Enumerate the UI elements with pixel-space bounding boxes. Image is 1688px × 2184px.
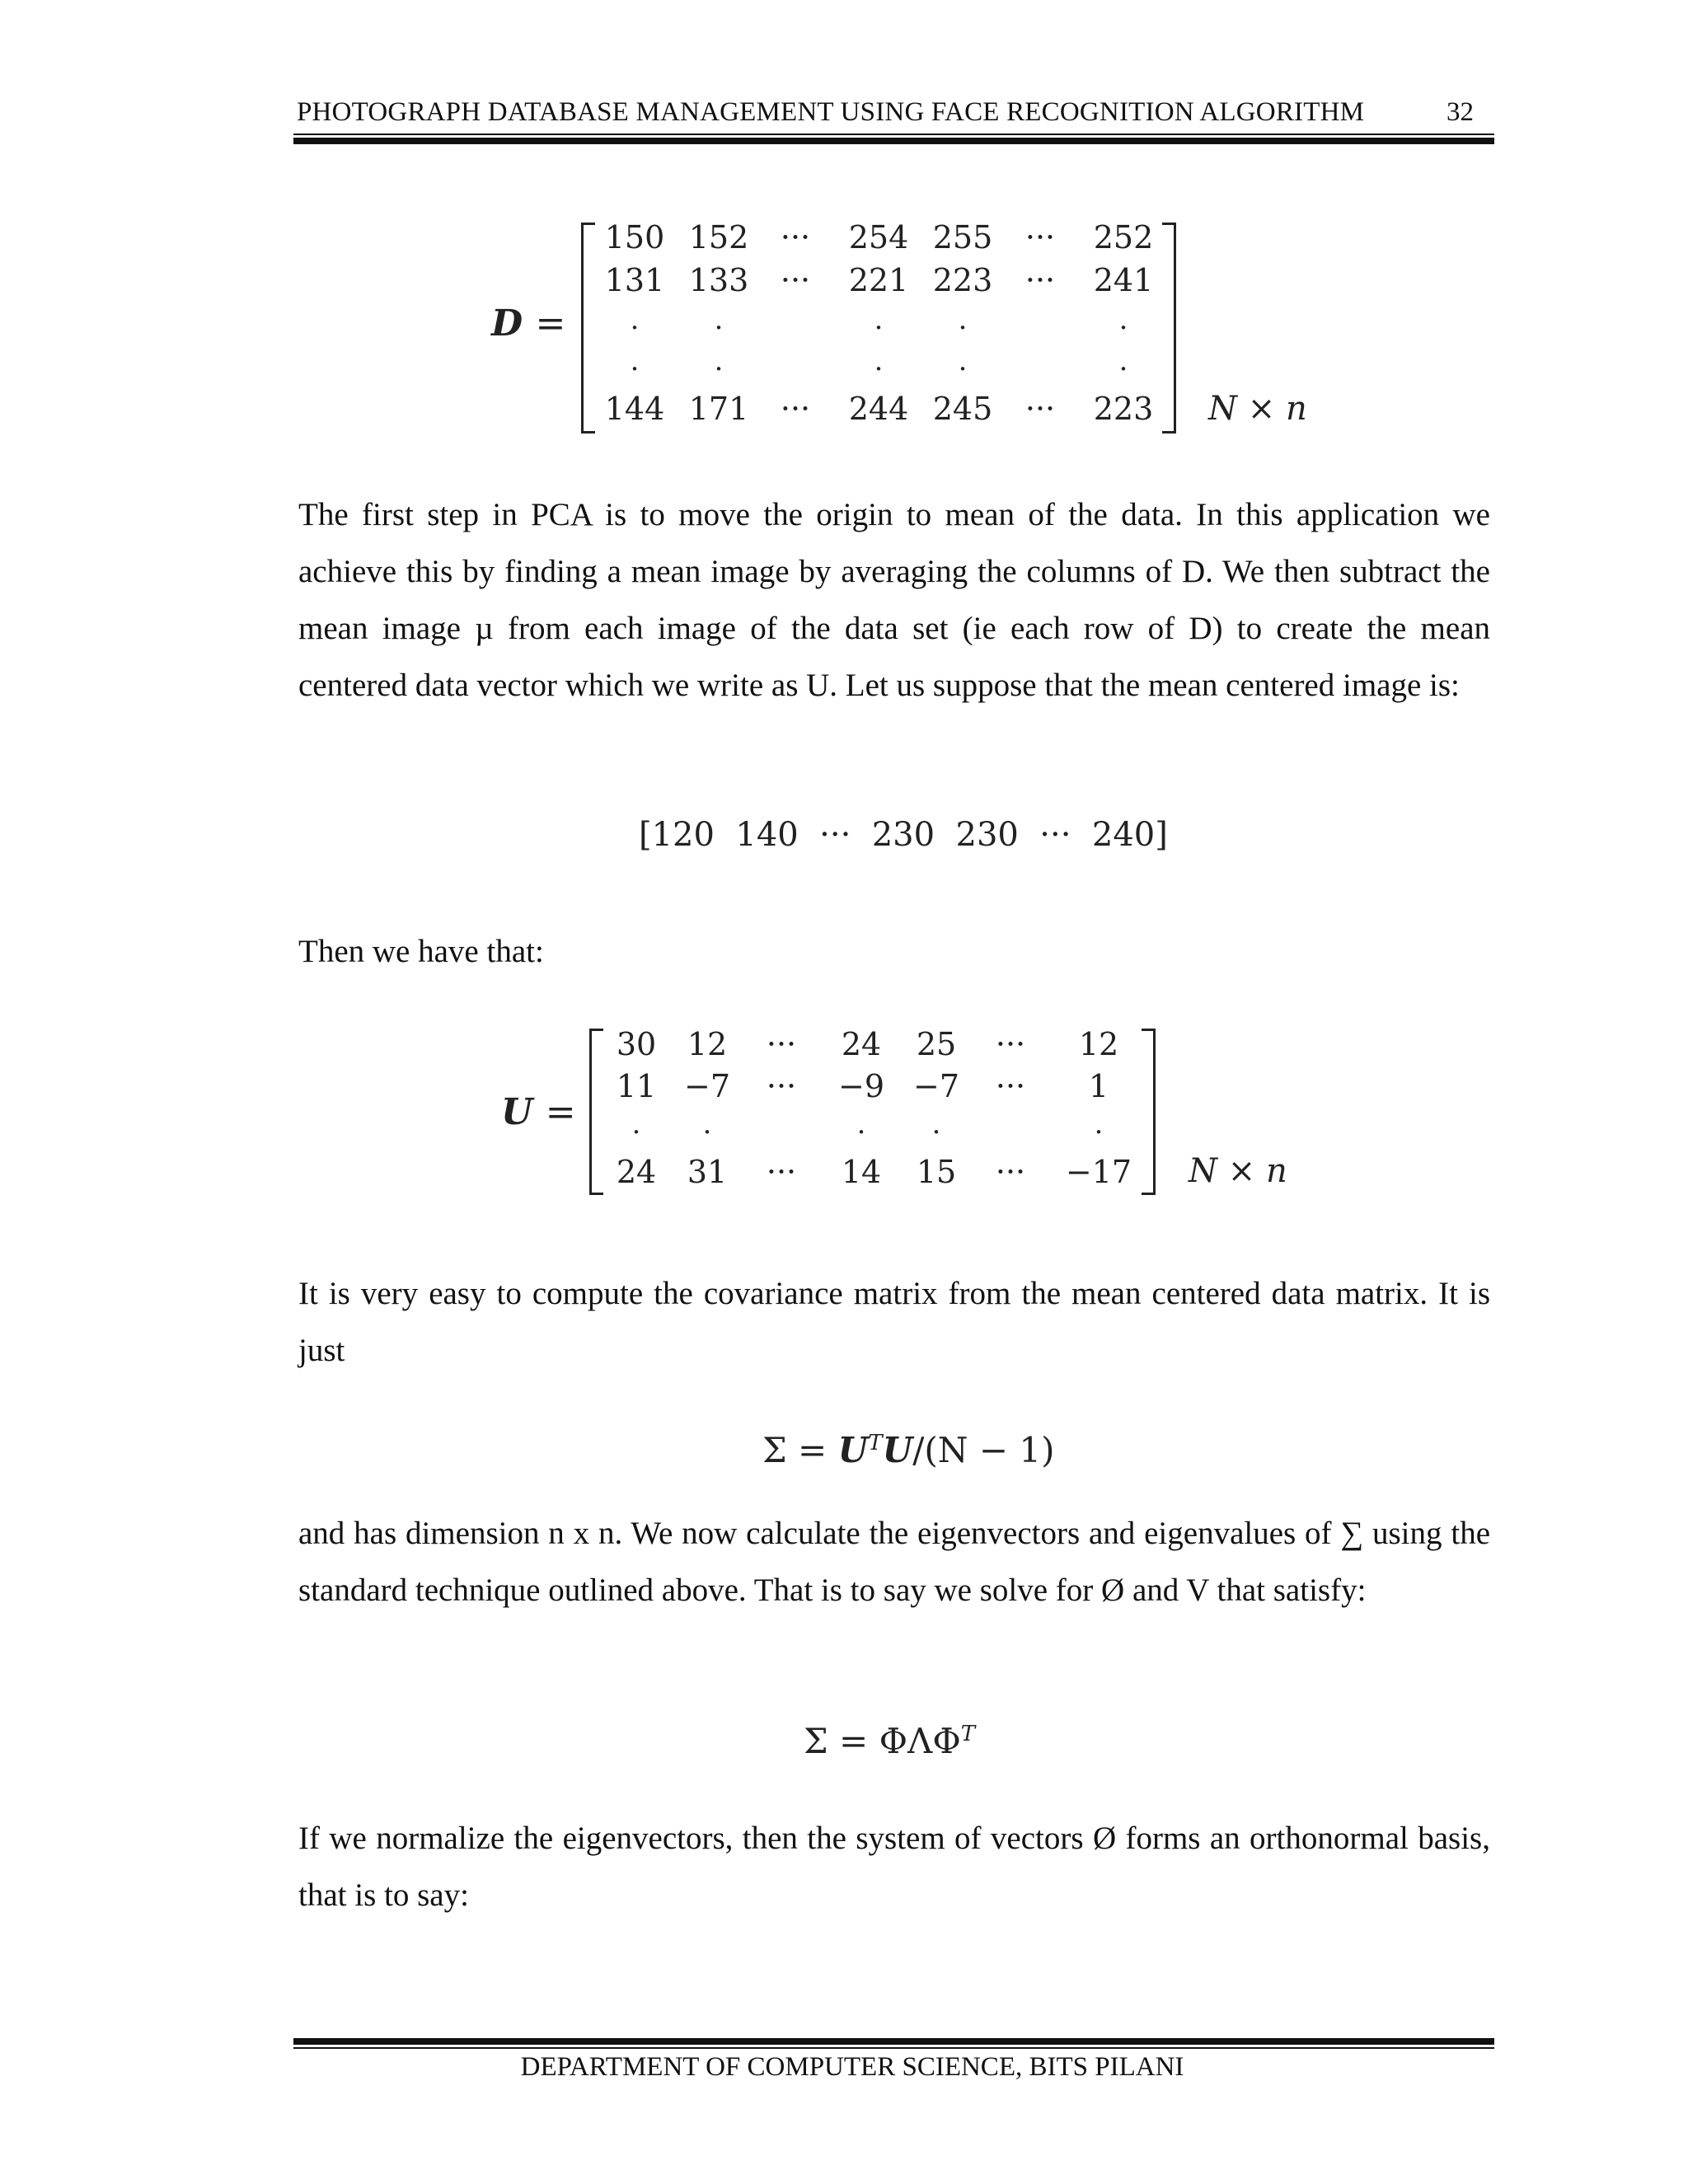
- matrix-d-cell-r0-c1: 152: [688, 219, 749, 255]
- matrix-d-cell-r0-c0: 150: [604, 219, 665, 255]
- paragraph-then: Then we have that:: [298, 934, 544, 969]
- matrix-d-cell-r4-c5: ···: [1025, 391, 1056, 427]
- matrix-u-cell-r2-c3: ·: [856, 1116, 866, 1149]
- matrix-u-cell-r1-c4: −7: [912, 1068, 960, 1104]
- paragraph-covariance: It is very easy to compute the covariance matrix from the mean centered data matrix. It is just: [298, 1276, 1490, 1368]
- matrix-u-cell-r3-c1: 31: [687, 1154, 728, 1190]
- matrix-d-cell-r1-c5: ···: [1025, 262, 1056, 298]
- matrix-d-cell-r0-c6: 252: [1093, 219, 1154, 255]
- matrix-d-cell-r2-c4: ·: [958, 312, 968, 344]
- matrix-d-dimension: N × n: [1208, 390, 1307, 428]
- footer-rule-thick: [293, 2038, 1494, 2045]
- matrix-u-cell-r3-c2: ···: [766, 1154, 797, 1190]
- matrix-d-cell-r2-c1: ·: [714, 312, 724, 344]
- mean-image-vector: [120 140 ··· 230 230 ··· 240]: [639, 816, 1168, 854]
- matrix-d-label: D: [491, 302, 523, 344]
- matrix-d-cell-r3-c6: ·: [1118, 353, 1128, 386]
- matrix-d-cell-r1-c3: 221: [848, 262, 909, 298]
- matrix-u-cell-r1-c6: 1: [1088, 1068, 1109, 1104]
- matrix-u-cell-r3-c3: 14: [841, 1154, 882, 1190]
- matrix-d-cell-r2-c0: ·: [630, 312, 640, 344]
- matrix-d-cell-r3-c1: ·: [714, 353, 724, 386]
- eigen-decomposition-formula: $\Sigma = \Phi\Lambda\Phi^T$: [804, 1721, 976, 1761]
- footer-department: DEPARTMENT OF COMPUTER SCIENCE, BITS PILANI: [520, 2052, 1184, 2082]
- matrix-d-cell-r0-c3: 254: [848, 219, 909, 255]
- matrix-u-cell-r1-c1: −7: [683, 1068, 731, 1104]
- matrix-u-cell-r2-c6: ·: [1094, 1116, 1104, 1149]
- matrix-u-cell-r1-c2: ···: [766, 1068, 797, 1104]
- matrix-d-cell-r4-c6: 223: [1093, 391, 1154, 427]
- matrix-d-cell-r3-c4: ·: [958, 353, 968, 386]
- matrix-d-cell-r4-c2: ···: [780, 391, 811, 427]
- matrix-d-cell-r4-c0: 144: [604, 391, 665, 427]
- matrix-u-cell-r0-c4: 25: [916, 1026, 957, 1062]
- paragraph-eigen: and has dimension n x n. We now calculate the eigenvectors and eigenvalues of ∑ using the standard technique outlined above. That is to say we solve for Ø and V that satisfy:: [298, 1516, 1490, 1608]
- matrix-u-dimension: N × n: [1189, 1152, 1287, 1190]
- paragraph-orthonormal: If we normalize the eigenvectors, then the system of vectors Ø forms an orthonormal basis, that is to say:: [298, 1821, 1490, 1913]
- matrix-d-equals: =: [535, 302, 566, 344]
- matrix-u-cell-r1-c0: 11: [616, 1068, 657, 1104]
- matrix-d-cell-r1-c1: 133: [688, 262, 749, 298]
- matrix-u-cell-r3-c6: −17: [1065, 1154, 1132, 1190]
- matrix-d-cell-r0-c2: ···: [780, 219, 811, 255]
- matrix-d-cell-r0-c4: 255: [932, 219, 993, 255]
- covariance-formula: $\Sigma = U^TU/(N - 1)$: [762, 1430, 1055, 1470]
- matrix-d-cell-r0-c5: ···: [1025, 219, 1056, 255]
- matrix-u-cell-r0-c2: ···: [766, 1026, 797, 1062]
- matrix-d-cell-r2-c3: ·: [874, 312, 884, 344]
- page-number: 32: [1447, 97, 1474, 127]
- matrix-d-cell-r3-c3: ·: [874, 353, 884, 386]
- matrix-d-cell-r3-c0: ·: [630, 353, 640, 386]
- matrix-u-cell-r0-c1: 12: [687, 1026, 728, 1062]
- matrix-u-cell-r0-c3: 24: [841, 1026, 882, 1062]
- matrix-d-cell-r1-c0: 131: [604, 262, 665, 298]
- running-header-title: PHOTOGRAPH DATABASE MANAGEMENT USING FACE RECOGNITION ALGORITHM: [297, 97, 1365, 127]
- matrix-d-cell-r1-c4: 223: [932, 262, 993, 298]
- matrix-u-cell-r1-c5: ···: [995, 1068, 1026, 1104]
- matrix-u-cell-r2-c0: ·: [631, 1116, 641, 1149]
- matrix-u-cell-r3-c4: 15: [916, 1154, 957, 1190]
- matrix-d-cell-r1-c2: ···: [780, 262, 811, 298]
- matrix-d-cell-r4-c1: 171: [688, 391, 749, 427]
- paragraph-pca-intro: The first step in PCA is to move the origin to mean of the data. In this application we achieve this by finding a mean image by averaging the columns of D. We then subtract the mean image µ from each image of the data set (ie each row of D) to create the mean centered data vector which we write as U. Let us suppose that the mean centered image is:: [298, 497, 1490, 703]
- matrix-u-cell-r0-c5: ···: [995, 1026, 1026, 1062]
- matrix-u-cell-r1-c3: −9: [837, 1068, 885, 1104]
- footer-rule-thin: [293, 2047, 1494, 2049]
- matrix-u-cell-r3-c0: 24: [616, 1154, 657, 1190]
- matrix-d-cell-r1-c6: 241: [1093, 262, 1154, 298]
- matrix-d-cell-r4-c4: 245: [932, 391, 993, 427]
- matrix-u-cell-r0-c6: 12: [1078, 1026, 1119, 1062]
- matrix-d-cell-r4-c3: 244: [848, 391, 909, 427]
- matrix-d-cell-r2-c6: ·: [1118, 312, 1128, 344]
- matrix-u-cell-r2-c1: ·: [702, 1116, 712, 1149]
- matrix-u-right-bracket: [1142, 1029, 1156, 1195]
- matrix-u-cell-r2-c4: ·: [931, 1116, 941, 1149]
- matrix-u-equals: =: [545, 1091, 576, 1133]
- matrix-u-cell-r0-c0: 30: [616, 1026, 657, 1062]
- matrix-u-cell-r3-c5: ···: [995, 1154, 1026, 1190]
- matrix-u-label: U: [501, 1091, 533, 1133]
